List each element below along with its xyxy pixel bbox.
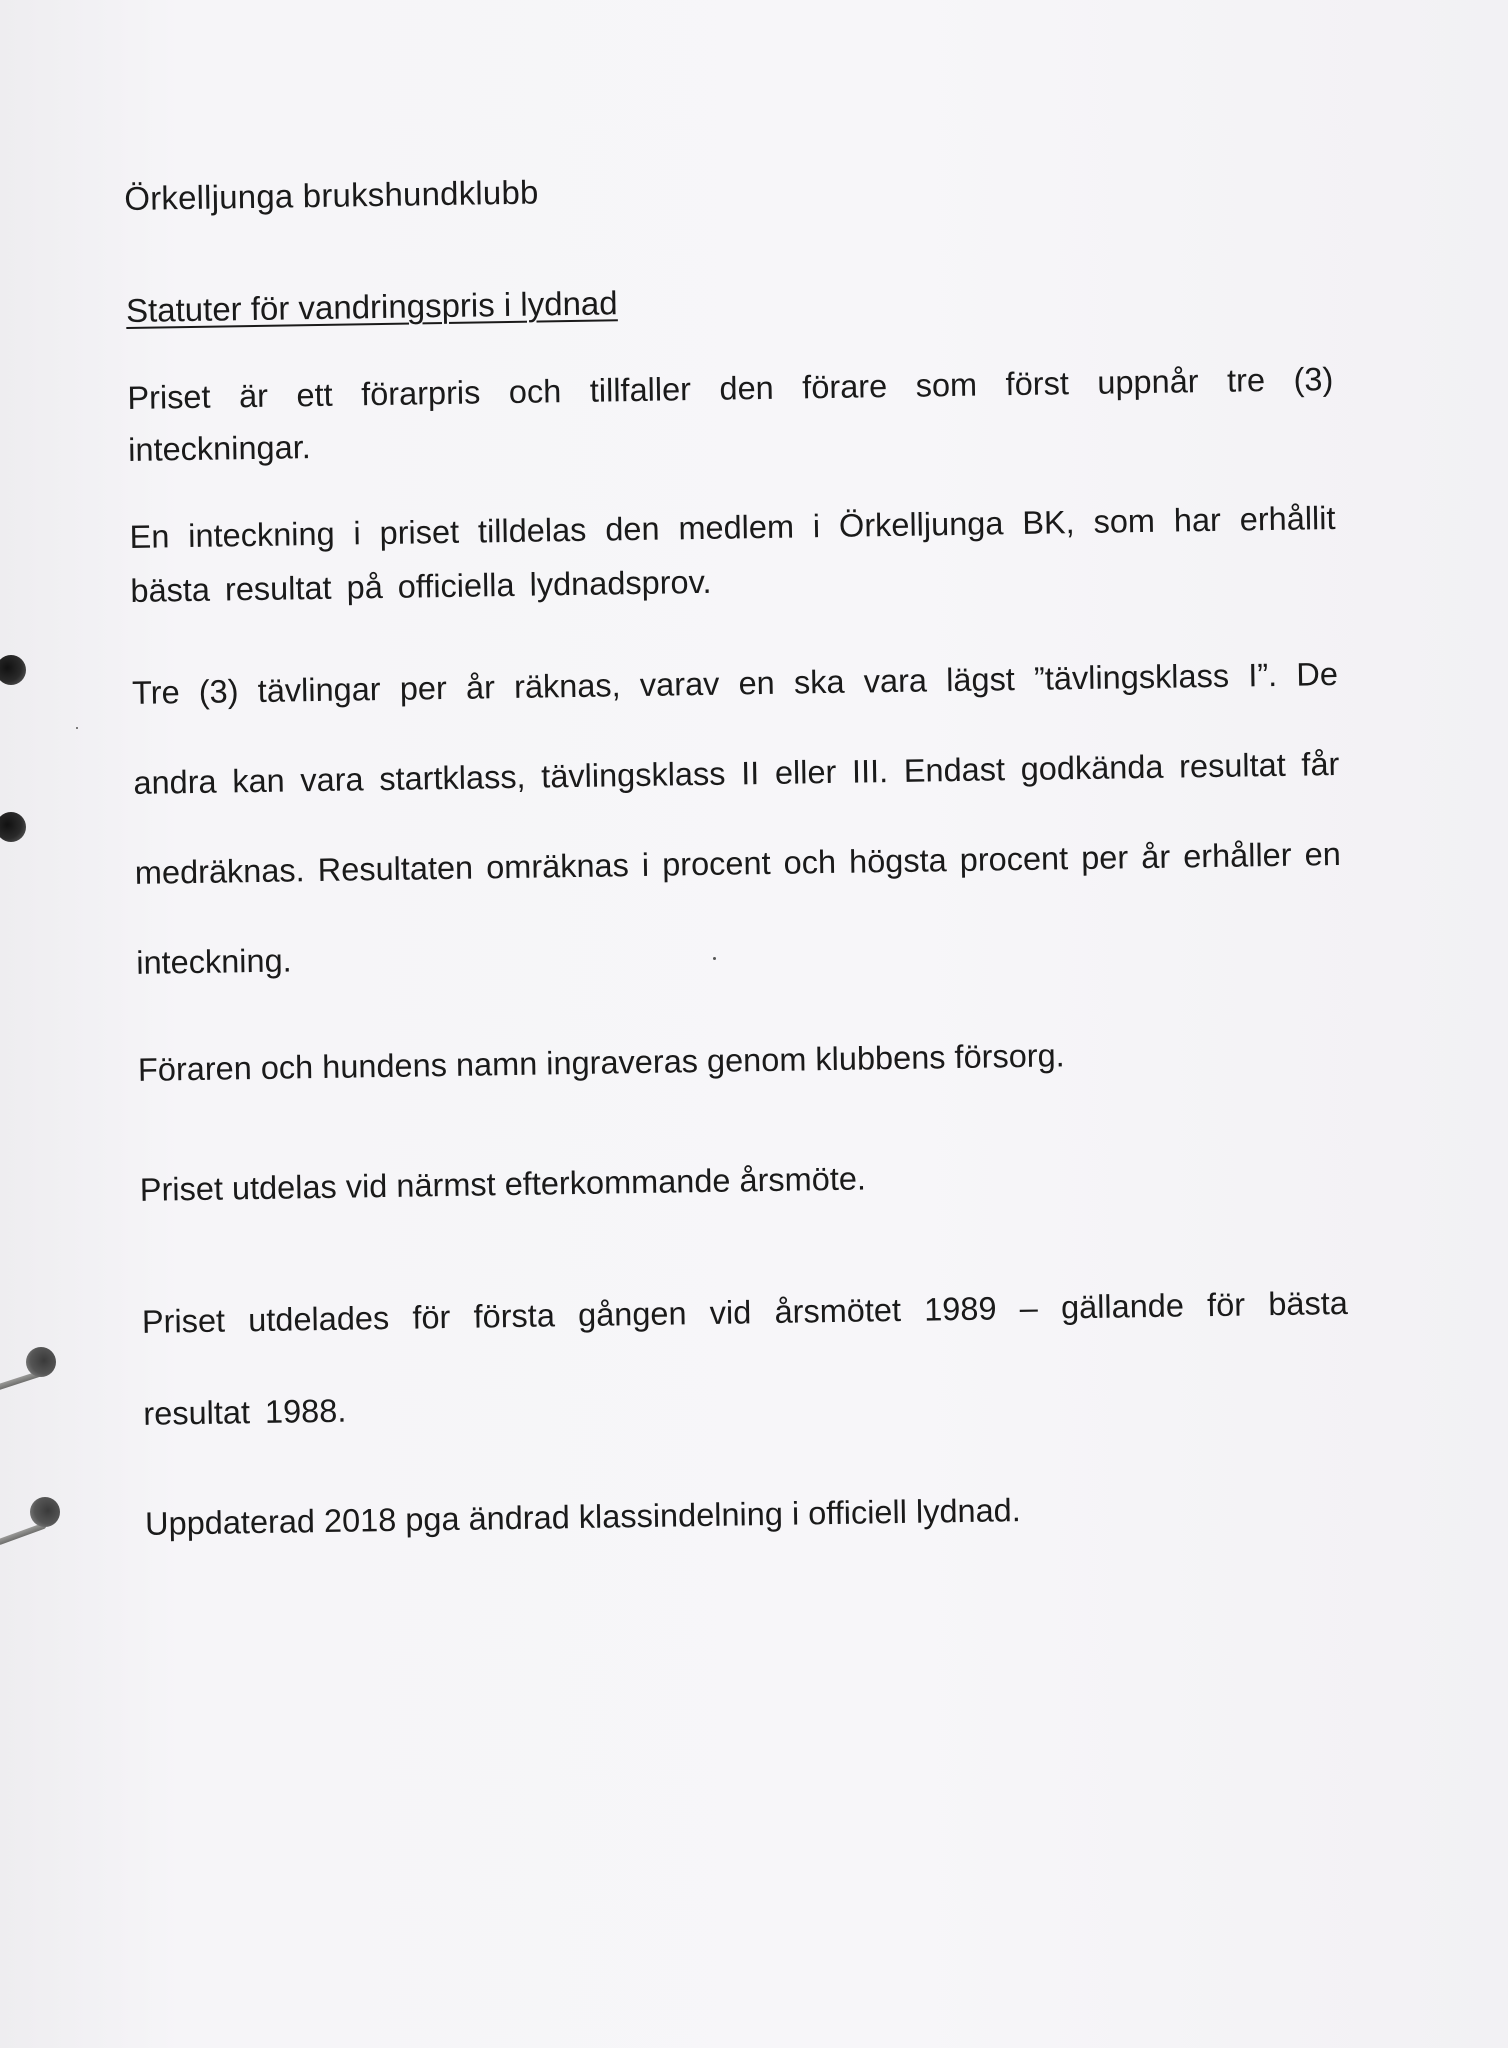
- punch-hole: [0, 812, 26, 842]
- document-body: [124, 161, 1349, 1542]
- organization-name: Örkelljunga brukshundklubb: [124, 173, 539, 217]
- paragraph: Priset utdelas vid närmst efterkommande årsmöte.: [139, 1160, 867, 1208]
- punch-hole: [30, 1497, 60, 1527]
- paragraph: Tre (3) tävlingar per år räknas, varav en ska vara lägst ”tävlingsklass I”. De andra kan vara startklass, tävlingsklass II eller III. Endast godkända resultat får medräknas. Resultaten omräknas i procent och högsta procent per år erhåller en inteckning.: [131, 655, 1342, 981]
- paragraph: Uppdaterad 2018 pga ändrad klassindelning i officiell lydnad.: [144, 1492, 1022, 1542]
- paragraph: Priset är ett förarpris och tillfaller den förare som först uppnår tre (3) inteckningar.: [127, 361, 1334, 468]
- paragraph: Priset utdelades för första gången vid årsmötet 1989 – gällande för bästa resultat 1988.: [141, 1284, 1349, 1432]
- punch-hole: [0, 655, 26, 685]
- paper-speck: [76, 727, 78, 729]
- paragraph: En inteckning i priset tilldelas den medlem i Örkelljunga BK, som har erhållit bästa resultat på officiella lydnadsprov.: [129, 500, 1336, 609]
- paragraph: Föraren och hundens namn ingraveras genom klubbens försorg.: [137, 1037, 1065, 1088]
- punch-hole: [26, 1347, 56, 1377]
- document-heading: Statuter för vandringspris i lydnad: [125, 284, 618, 329]
